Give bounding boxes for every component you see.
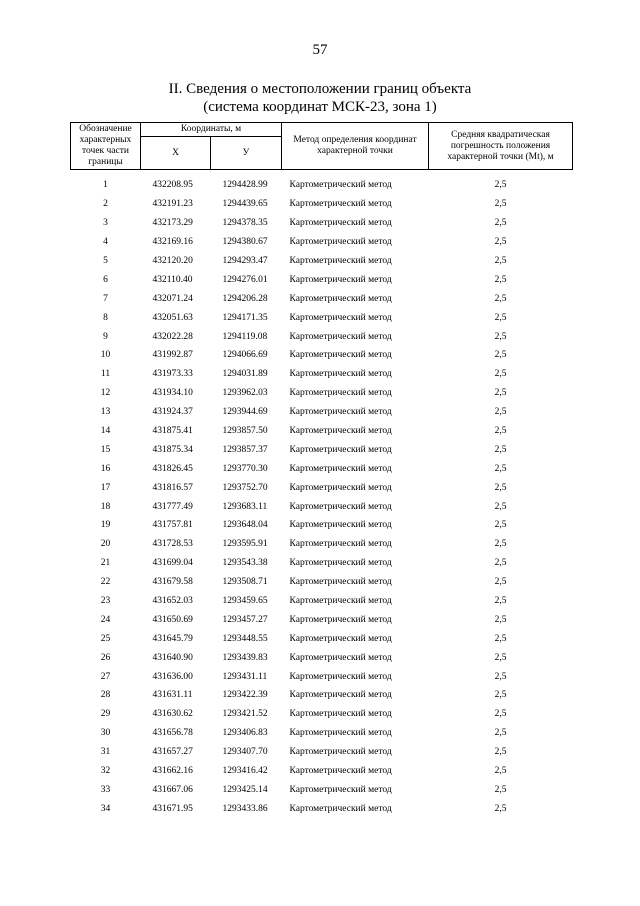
- method-cell: Картометрический метод: [289, 199, 392, 210]
- error-cell: 2,5: [494, 256, 507, 266]
- y-coordinate-cell: 1293448.55: [222, 633, 268, 644]
- table-row: [71, 440, 573, 459]
- point-number-cell: 22: [100, 577, 111, 588]
- point-number-cell: 15: [100, 444, 111, 455]
- error-cell: 2,5: [494, 501, 507, 512]
- error-cell: 2,5: [494, 596, 507, 607]
- method-cell: Картометрический метод: [289, 293, 392, 304]
- error-cell: 2,5: [494, 426, 507, 437]
- y-coordinate-cell: 1294276.01: [222, 274, 268, 285]
- x-coordinate-cell: 431826.45: [152, 463, 193, 474]
- table-row: [71, 554, 573, 573]
- x-coordinate-cell: 431728.53: [152, 539, 193, 550]
- y-coordinate-cell: 1293683.11: [222, 501, 268, 512]
- error-cell: 2,5: [494, 614, 507, 625]
- error-cell: 2,5: [494, 180, 507, 191]
- method-cell: Картометрический метод: [289, 444, 392, 455]
- method-cell: Картометрический метод: [289, 237, 392, 248]
- point-number-cell: 10: [100, 350, 111, 361]
- header-x: X: [141, 137, 211, 170]
- error-cell: 2,5: [494, 633, 507, 644]
- table-row: [71, 762, 573, 781]
- error-cell: 2,5: [494, 199, 507, 210]
- y-coordinate-cell: 1293407.70: [222, 747, 268, 758]
- point-number-cell: 23: [100, 596, 111, 607]
- x-coordinate-cell: 432191.23: [152, 199, 193, 210]
- y-coordinate-cell: 1293439.83: [222, 652, 268, 663]
- y-coordinate-cell: 1293857.37: [222, 444, 268, 455]
- table-row: [71, 346, 573, 365]
- y-coordinate-cell: 1293459.65: [222, 596, 268, 607]
- point-number-cell: 8: [103, 312, 108, 323]
- y-coordinate-cell: 1293416.42: [222, 766, 268, 777]
- table-row: [71, 170, 573, 195]
- x-coordinate-cell: 431934.10: [152, 388, 193, 399]
- y-coordinate-cell: 1293962.03: [222, 388, 268, 399]
- method-cell: Картометрический метод: [289, 614, 392, 625]
- x-coordinate-cell: 431875.41: [152, 426, 193, 437]
- table-row: [71, 724, 573, 743]
- x-coordinate-cell: 431652.03: [152, 596, 193, 607]
- error-cell: 2,5: [494, 388, 507, 399]
- y-coordinate-cell: 1293648.04: [222, 520, 268, 531]
- y-coordinate-cell: 1293406.83: [222, 728, 268, 739]
- x-coordinate-cell: 432208.95: [152, 180, 193, 191]
- error-cell: 2,5: [494, 766, 507, 777]
- point-number-cell: 2: [103, 199, 108, 210]
- point-number-cell: 25: [100, 633, 111, 644]
- method-cell: Картометрический метод: [289, 350, 392, 361]
- point-number-cell: 34: [100, 803, 111, 814]
- table-row: [71, 799, 573, 818]
- point-number-cell: 19: [100, 520, 111, 531]
- table-row: [71, 270, 573, 289]
- x-coordinate-cell: 431631.11: [152, 690, 193, 701]
- y-coordinate-cell: 1294066.69: [222, 350, 268, 361]
- method-cell: Картометрический метод: [289, 539, 392, 550]
- error-cell: 2,5: [494, 218, 507, 229]
- x-coordinate-cell: 431667.06: [152, 784, 193, 795]
- table-row: [71, 516, 573, 535]
- method-cell: Картометрический метод: [289, 652, 392, 663]
- error-cell: 2,5: [494, 728, 507, 739]
- point-number-cell: 30: [100, 728, 111, 739]
- table-row: [71, 592, 573, 611]
- method-cell: Картометрический метод: [289, 369, 392, 380]
- error-cell: 2,5: [494, 784, 507, 795]
- title-line-2: (система координат МСК-23, зона 1): [203, 99, 437, 115]
- table-row: [71, 422, 573, 441]
- x-coordinate-cell: 432051.63: [152, 312, 193, 323]
- point-number-cell: 6: [103, 274, 108, 285]
- method-cell: Картометрический метод: [289, 426, 392, 437]
- table-row: [71, 667, 573, 686]
- x-coordinate-cell: 431657.27: [152, 747, 193, 758]
- table-row: [71, 497, 573, 516]
- error-cell: 2,5: [494, 747, 507, 758]
- method-cell: Картометрический метод: [289, 596, 392, 607]
- page-number: 57: [312, 42, 328, 58]
- y-coordinate-cell: 1293433.86: [222, 803, 268, 814]
- y-coordinate-cell: 1294119.08: [222, 331, 268, 342]
- x-coordinate-cell: 432110.40: [152, 274, 193, 285]
- point-number-cell: 18: [100, 501, 111, 512]
- error-cell: 2,5: [494, 444, 507, 455]
- x-coordinate-cell: 431875.34: [152, 444, 193, 455]
- method-cell: Картометрический метод: [289, 747, 392, 758]
- table-row: [71, 648, 573, 667]
- method-cell: Картометрический метод: [289, 312, 392, 323]
- y-coordinate-cell: 1293422.39: [222, 690, 268, 701]
- method-cell: Картометрический метод: [289, 482, 392, 493]
- x-coordinate-cell: 431640.90: [152, 652, 193, 663]
- y-coordinate-cell: 1293770.30: [222, 463, 268, 474]
- title-line-1: II. Сведения о местоположении границ объекта: [168, 81, 472, 97]
- method-cell: Картометрический метод: [289, 784, 392, 795]
- error-cell: 2,5: [494, 407, 507, 418]
- point-number-cell: 29: [100, 709, 111, 720]
- point-number-cell: 14: [100, 426, 111, 437]
- x-coordinate-cell: 431645.79: [152, 633, 193, 644]
- y-coordinate-cell: 1294171.35: [222, 312, 268, 323]
- table-row: [71, 252, 573, 271]
- table-row: [71, 233, 573, 252]
- x-coordinate-cell: 431662.16: [152, 766, 193, 777]
- header-error: Средняя квадратическая погрешность положения характерной точки (Мt), м: [429, 123, 573, 170]
- point-number-cell: 27: [100, 671, 111, 682]
- x-coordinate-cell: 431757.81: [152, 520, 193, 531]
- x-coordinate-cell: 432022.28: [152, 331, 193, 342]
- table-row: [71, 195, 573, 214]
- table-row: [71, 686, 573, 705]
- table-row: [71, 535, 573, 554]
- y-coordinate-cell: 1294293.47: [222, 256, 268, 266]
- y-coordinate-cell: 1294439.65: [222, 199, 268, 210]
- method-cell: Картометрический метод: [289, 463, 392, 474]
- x-coordinate-cell: 432173.29: [152, 218, 193, 229]
- method-cell: Картометрический метод: [289, 728, 392, 739]
- table-row: [71, 308, 573, 327]
- method-cell: Картометрический метод: [289, 218, 392, 229]
- error-cell: 2,5: [494, 577, 507, 588]
- method-cell: Картометрический метод: [289, 388, 392, 399]
- method-cell: Картометрический метод: [289, 803, 392, 814]
- point-number-cell: 1: [103, 180, 108, 191]
- error-cell: 2,5: [494, 671, 507, 682]
- method-cell: Картометрический метод: [289, 407, 392, 418]
- method-cell: Картометрический метод: [289, 671, 392, 682]
- y-coordinate-cell: 1293857.50: [222, 426, 268, 437]
- x-coordinate-cell: 431630.62: [152, 709, 193, 720]
- point-number-cell: 33: [100, 784, 111, 795]
- x-coordinate-cell: 431656.78: [152, 728, 193, 739]
- method-cell: Картометрический метод: [289, 501, 392, 512]
- table-row: [71, 459, 573, 478]
- method-cell: Картометрический метод: [289, 331, 392, 342]
- table-row: [71, 384, 573, 403]
- x-coordinate-cell: 431992.87: [152, 350, 193, 361]
- error-cell: 2,5: [494, 331, 507, 342]
- section-title: [0, 80, 640, 116]
- y-coordinate-cell: 1294206.28: [222, 293, 268, 304]
- error-cell: 2,5: [494, 520, 507, 531]
- point-number-cell: 11: [100, 369, 111, 380]
- header-method: Метод определения координат характерной точки: [282, 123, 429, 170]
- y-coordinate-cell: 1293595.91: [222, 539, 268, 550]
- method-cell: Картометрический метод: [289, 274, 392, 285]
- point-number-cell: 16: [100, 463, 111, 474]
- method-cell: Картометрический метод: [289, 633, 392, 644]
- error-cell: 2,5: [494, 293, 507, 304]
- point-number-cell: 26: [100, 652, 111, 663]
- x-coordinate-cell: 431699.04: [152, 558, 193, 569]
- y-coordinate-cell: 1293425.14: [222, 784, 268, 795]
- table-row: [71, 610, 573, 629]
- error-cell: 2,5: [494, 690, 507, 701]
- point-number-cell: 24: [100, 614, 111, 625]
- error-cell: 2,5: [494, 369, 507, 380]
- table-row: [71, 629, 573, 648]
- y-coordinate-cell: 1293508.71: [222, 577, 268, 588]
- error-cell: 2,5: [494, 558, 507, 569]
- table-body: [71, 170, 573, 819]
- error-cell: 2,5: [494, 237, 507, 248]
- error-cell: 2,5: [494, 803, 507, 814]
- header-designation: Обозначение характерных точек части границы: [71, 123, 141, 170]
- point-number-cell: 3: [103, 218, 108, 229]
- error-cell: 2,5: [494, 463, 507, 474]
- y-coordinate-cell: 1293457.27: [222, 614, 268, 625]
- point-number-cell: 32: [100, 766, 111, 777]
- table-row: [71, 327, 573, 346]
- table-row: [71, 573, 573, 592]
- header-y: У: [211, 137, 282, 170]
- table-row: [71, 365, 573, 384]
- method-cell: Картометрический метод: [289, 709, 392, 720]
- y-coordinate-cell: 1293543.38: [222, 558, 268, 569]
- y-coordinate-cell: 1293944.69: [222, 407, 268, 418]
- x-coordinate-cell: 432120.20: [152, 256, 193, 266]
- point-number-cell: 28: [100, 690, 111, 701]
- y-coordinate-cell: 1294031.89: [222, 369, 268, 380]
- y-coordinate-cell: 1294380.67: [222, 237, 268, 248]
- x-coordinate-cell: 431679.58: [152, 577, 193, 588]
- method-cell: Картометрический метод: [289, 256, 392, 266]
- error-cell: 2,5: [494, 312, 507, 323]
- error-cell: 2,5: [494, 709, 507, 720]
- error-cell: 2,5: [494, 482, 507, 493]
- point-number-cell: 21: [100, 558, 111, 569]
- method-cell: Картометрический метод: [289, 766, 392, 777]
- y-coordinate-cell: 1294378.35: [222, 218, 268, 229]
- table-row: [71, 289, 573, 308]
- y-coordinate-cell: 1293752.70: [222, 482, 268, 493]
- table-row: [71, 781, 573, 800]
- x-coordinate-cell: 431671.95: [152, 803, 193, 814]
- point-number-cell: 5: [103, 256, 108, 266]
- x-coordinate-cell: 431636.00: [152, 671, 193, 682]
- table-row: [71, 705, 573, 724]
- x-coordinate-cell: 431924.37: [152, 407, 193, 418]
- boundary-points-table-wrap: [70, 122, 572, 818]
- point-number-cell: 9: [103, 331, 108, 342]
- error-cell: 2,5: [494, 274, 507, 285]
- table-row: [71, 478, 573, 497]
- error-cell: 2,5: [494, 652, 507, 663]
- point-number-cell: 7: [103, 293, 108, 304]
- x-coordinate-cell: 432169.16: [152, 237, 193, 248]
- method-cell: Картометрический метод: [289, 577, 392, 588]
- x-coordinate-cell: 431777.49: [152, 501, 193, 512]
- x-coordinate-cell: 431973.33: [152, 369, 193, 380]
- method-cell: Картометрический метод: [289, 558, 392, 569]
- point-number-cell: 17: [100, 482, 111, 493]
- table-row: [71, 214, 573, 233]
- method-cell: Картометрический метод: [289, 520, 392, 531]
- method-cell: Картометрический метод: [289, 690, 392, 701]
- x-coordinate-cell: 431650.69: [152, 614, 193, 625]
- error-cell: 2,5: [494, 539, 507, 550]
- y-coordinate-cell: 1293421.52: [222, 709, 268, 720]
- table-row: [71, 403, 573, 422]
- y-coordinate-cell: 1293431.11: [222, 671, 268, 682]
- table-header: [71, 123, 573, 170]
- method-cell: Картометрический метод: [289, 180, 392, 191]
- point-number-cell: 20: [100, 539, 111, 550]
- point-number-cell: 4: [103, 237, 108, 248]
- point-number-cell: 12: [100, 388, 111, 399]
- point-number-cell: 13: [100, 407, 111, 418]
- boundary-points-table: [70, 122, 573, 818]
- error-cell: 2,5: [494, 350, 507, 361]
- x-coordinate-cell: 431816.57: [152, 482, 193, 493]
- x-coordinate-cell: 432071.24: [152, 293, 193, 304]
- y-coordinate-cell: 1294428.99: [222, 180, 268, 191]
- header-coordinates: Координаты, м: [141, 123, 282, 137]
- table-row: [71, 743, 573, 762]
- point-number-cell: 31: [100, 747, 111, 758]
